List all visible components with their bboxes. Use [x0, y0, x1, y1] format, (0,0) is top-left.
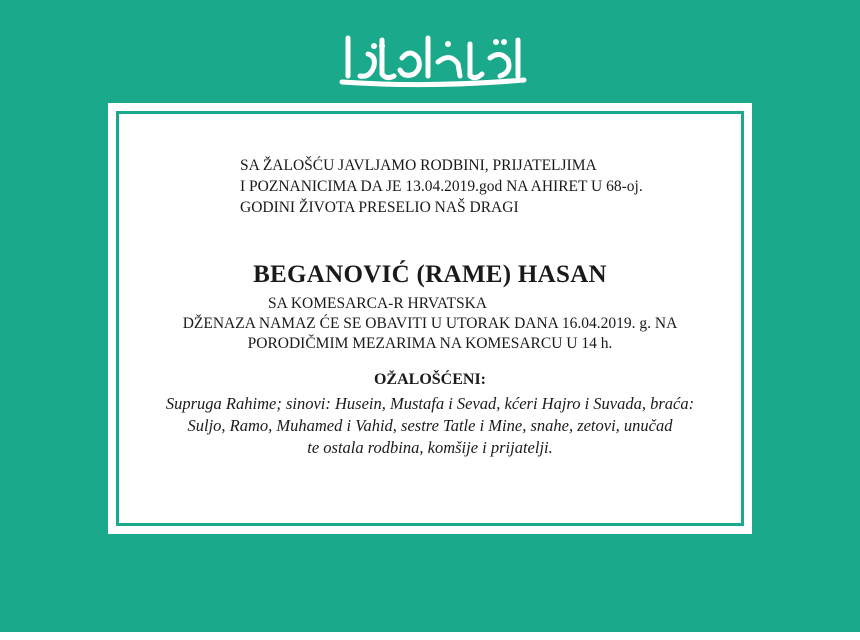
deceased-name: BEGANOVIĆ (RAME) HASAN: [253, 261, 607, 288]
intro-line: SA ŽALOŠĆU JAVLJAMO RODBINI, PRIJATELJIMA: [240, 157, 597, 174]
bottom-strip: [0, 632, 860, 640]
notice-card: [108, 103, 752, 534]
intro-line: I POZNANICIMA DA JE 13.04.2019.god NA AHIRET U 68-oj.: [240, 178, 643, 195]
mourners-line: Supruga Rahime; sinovi: Husein, Mustafa i Sevad, kćeri Hajro i Suvada, braća:: [165, 394, 695, 413]
mourners-line: Suljo, Ramo, Muhamed i Vahid, sestre Tatle i Mine, snahe, zetovi, unučad: [187, 416, 673, 435]
mourners-list: [108, 393, 752, 459]
mourners-title: OŽALOŠĆENI:: [373, 371, 487, 388]
prayer-line: PORODIČMIM MEZARIMA NA KOMESARCU U 14 h.: [247, 335, 613, 352]
deceased-origin: SA KOMESARCA-R HRVATSKA: [268, 295, 487, 312]
mourners-line: te ostala rodbina, komšije i prijatelji.: [307, 438, 553, 457]
arabic-calligraphy-logo: [330, 18, 530, 90]
prayer-line: DŽENAZA NAMAZ ĆE SE OBAVITI U UTORAK DANA 16.04.2019. g. NA: [182, 315, 678, 332]
funeral-prayer-info: [108, 314, 752, 354]
intro-line: GODINI ŽIVOTA PRESELIO NAŠ DRAGI: [240, 199, 519, 216]
notice-intro: [240, 155, 643, 218]
